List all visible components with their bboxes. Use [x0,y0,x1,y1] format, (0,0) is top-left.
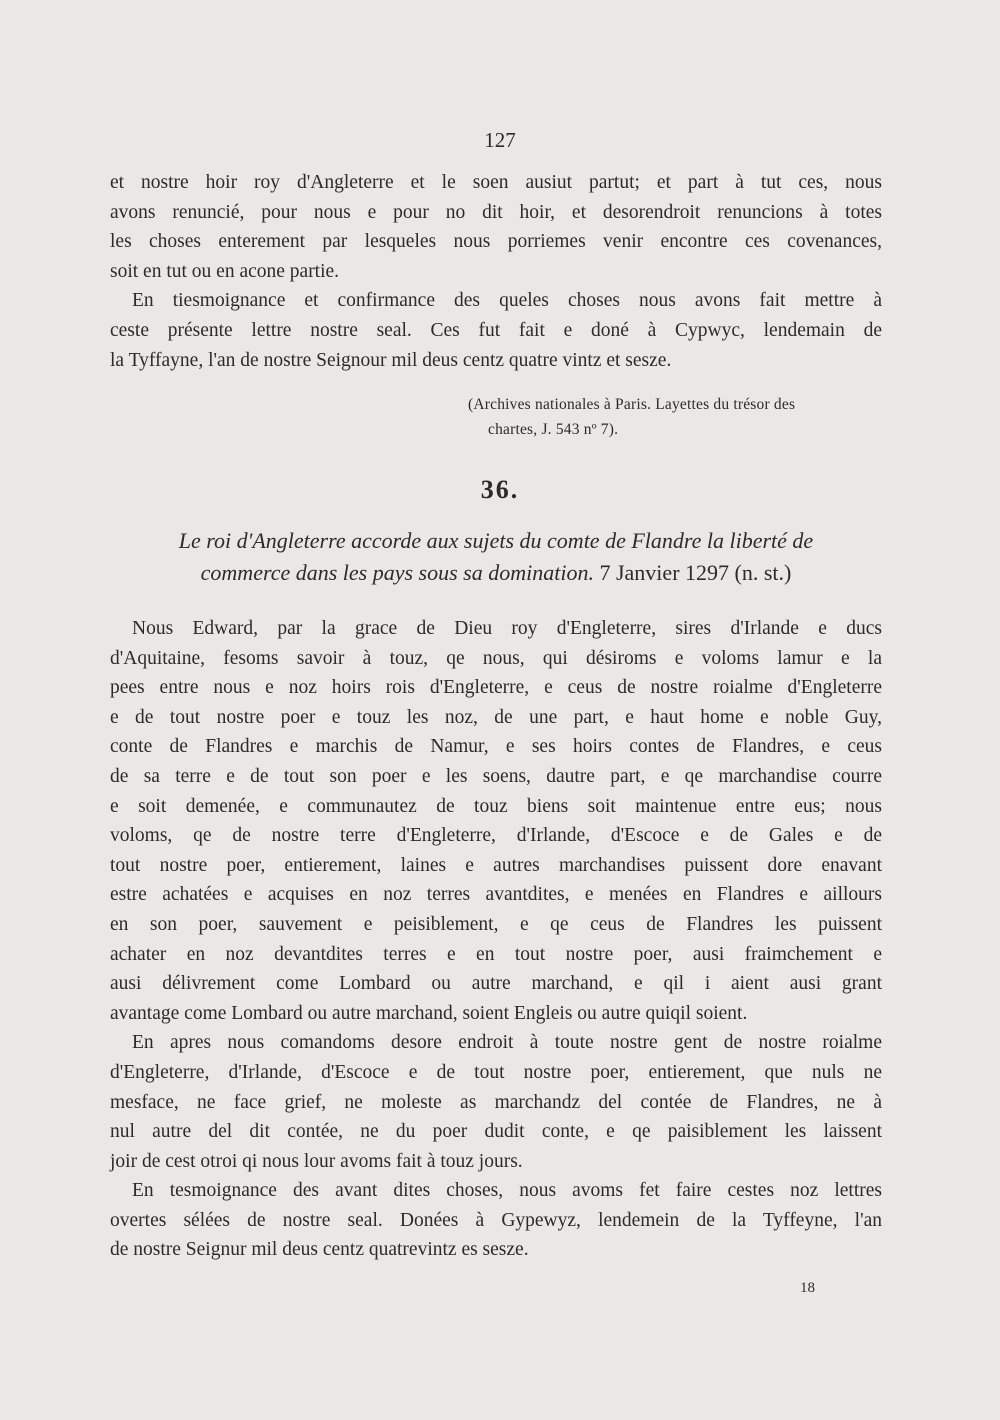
text-line: tout nostre poer, entierement, laines e autres marchandises puissent dore enavant [110,854,882,876]
text-line: En tesmoignance des avant dites choses, nous avoms fet faire cestes noz lettres [132,1180,882,1202]
text-line: d'Engleterre, d'Irlande, d'Escoce e de tout nostre poer, entierement, que nuls ne [110,1061,882,1083]
heading-date: 7 Janvier 1297 (n. st.) [593,560,792,585]
text-line: En tiesmoignance et confirmance des queles choses nous avons fait mettre à [132,290,882,312]
section-heading [110,525,882,589]
text-line: ausi délivrement come Lombard ou autre marchand, e qil i aient ausi grant [110,973,882,995]
text-line: voloms, qe de nostre terre d'Engleterre, d'Irlande, d'Escoce e de Gales e de [110,825,882,847]
text-line: conte de Flandres e marchis de Namur, e ses hoirs contes de Flandres, e ceus [110,736,882,758]
text-line: les choses enterement par lesqueles nous porriemes venir encontre ces covenances, [110,231,882,253]
text-line: de nostre Seignur mil deus centz quatrevintz es sesze. [110,1239,529,1261]
text-line: pees entre nous e noz hoirs rois d'Engleterre, e ceus de nostre roialme d'Engleterre [110,677,882,699]
page-number: 127 [484,128,516,152]
text-line: avantage come Lombard ou autre marchand, soient Engleis ou autre quiqil soient. [110,1002,748,1024]
text-line: ceste présente lettre nostre seal. Ces fut fait e doné à Cypwyc, lendemain de [110,319,882,341]
text-line: de sa terre e de tout son poer e les soens, dautre part, e qe marchandise courre [110,765,882,787]
text-line: joir de cest otroi qi nous lour avoms fait à touz jours. [110,1150,523,1172]
text-line: avons renuncié, pour nous e pour no dit hoir, et desorendroit renuncions à totes [110,201,882,223]
text-line: achater en noz devantdites terres e en tout nostre poer, ausi fraimchement e [110,943,882,965]
text-line: Nous Edward, par la grace de Dieu roy d'Engleterre, sires d'Irlande e ducs [132,618,882,639]
text-line: overtes sélées de nostre seal. Donées à Gypewyz, lendemein de la Tyffeyne, l'an [110,1209,882,1231]
citation-line: chartes, J. 543 nº 7). [488,421,619,438]
charter-text [110,614,882,1265]
heading-line: commerce dans les pays sous sa domination. [200,560,594,585]
text-line: d'Aquitaine, fesoms savoir à touz, qe nous, qui désiroms e voloms lamur e la [110,647,882,669]
text-line: soit en tut ou en acone partie. [110,260,340,282]
continuation-text [110,168,882,375]
text-line: nul autre del dit contée, ne du poer dudit conte, e qe paisiblement les laissent [110,1121,882,1143]
text-line: estre achatées e acquises en noz terres avantdites, e menées en Flandres e aillours [110,884,882,906]
text-line: En apres nous comandoms desore endroit à toute nostre gent de nostre roialme [132,1032,882,1054]
text-line: et nostre hoir roy d'Angleterre et le soen ausiut partut; et part à tut ces, nous [110,172,882,193]
signature-mark: 18 [800,1280,815,1296]
citation-line: (Archives nationales à Paris. Layettes du trésor des [468,396,796,413]
archive-citation [468,392,898,442]
text-line: e soit demenée, e communautez de touz biens soit maintenue entre eus; nous [110,795,882,817]
text-line: e de tout nostre poer e touz les noz, de une part, e haut home e noble Guy, [110,706,882,728]
text-line: mesface, ne face grief, ne moleste as marchandz del contée de Flandres, ne à [110,1091,882,1113]
text-line: la Tyffayne, l'an de nostre Seignour mil deus centz quatre vintz et sesze. [110,349,672,371]
text-line: en son poer, sauvement e peisiblement, e qe ceus de Flandres les puissent [110,913,882,935]
section-number: 36. [480,475,520,504]
heading-line: Le roi d'Angleterre accorde aux sujets du comte de Flandre la liberté de [178,528,814,553]
